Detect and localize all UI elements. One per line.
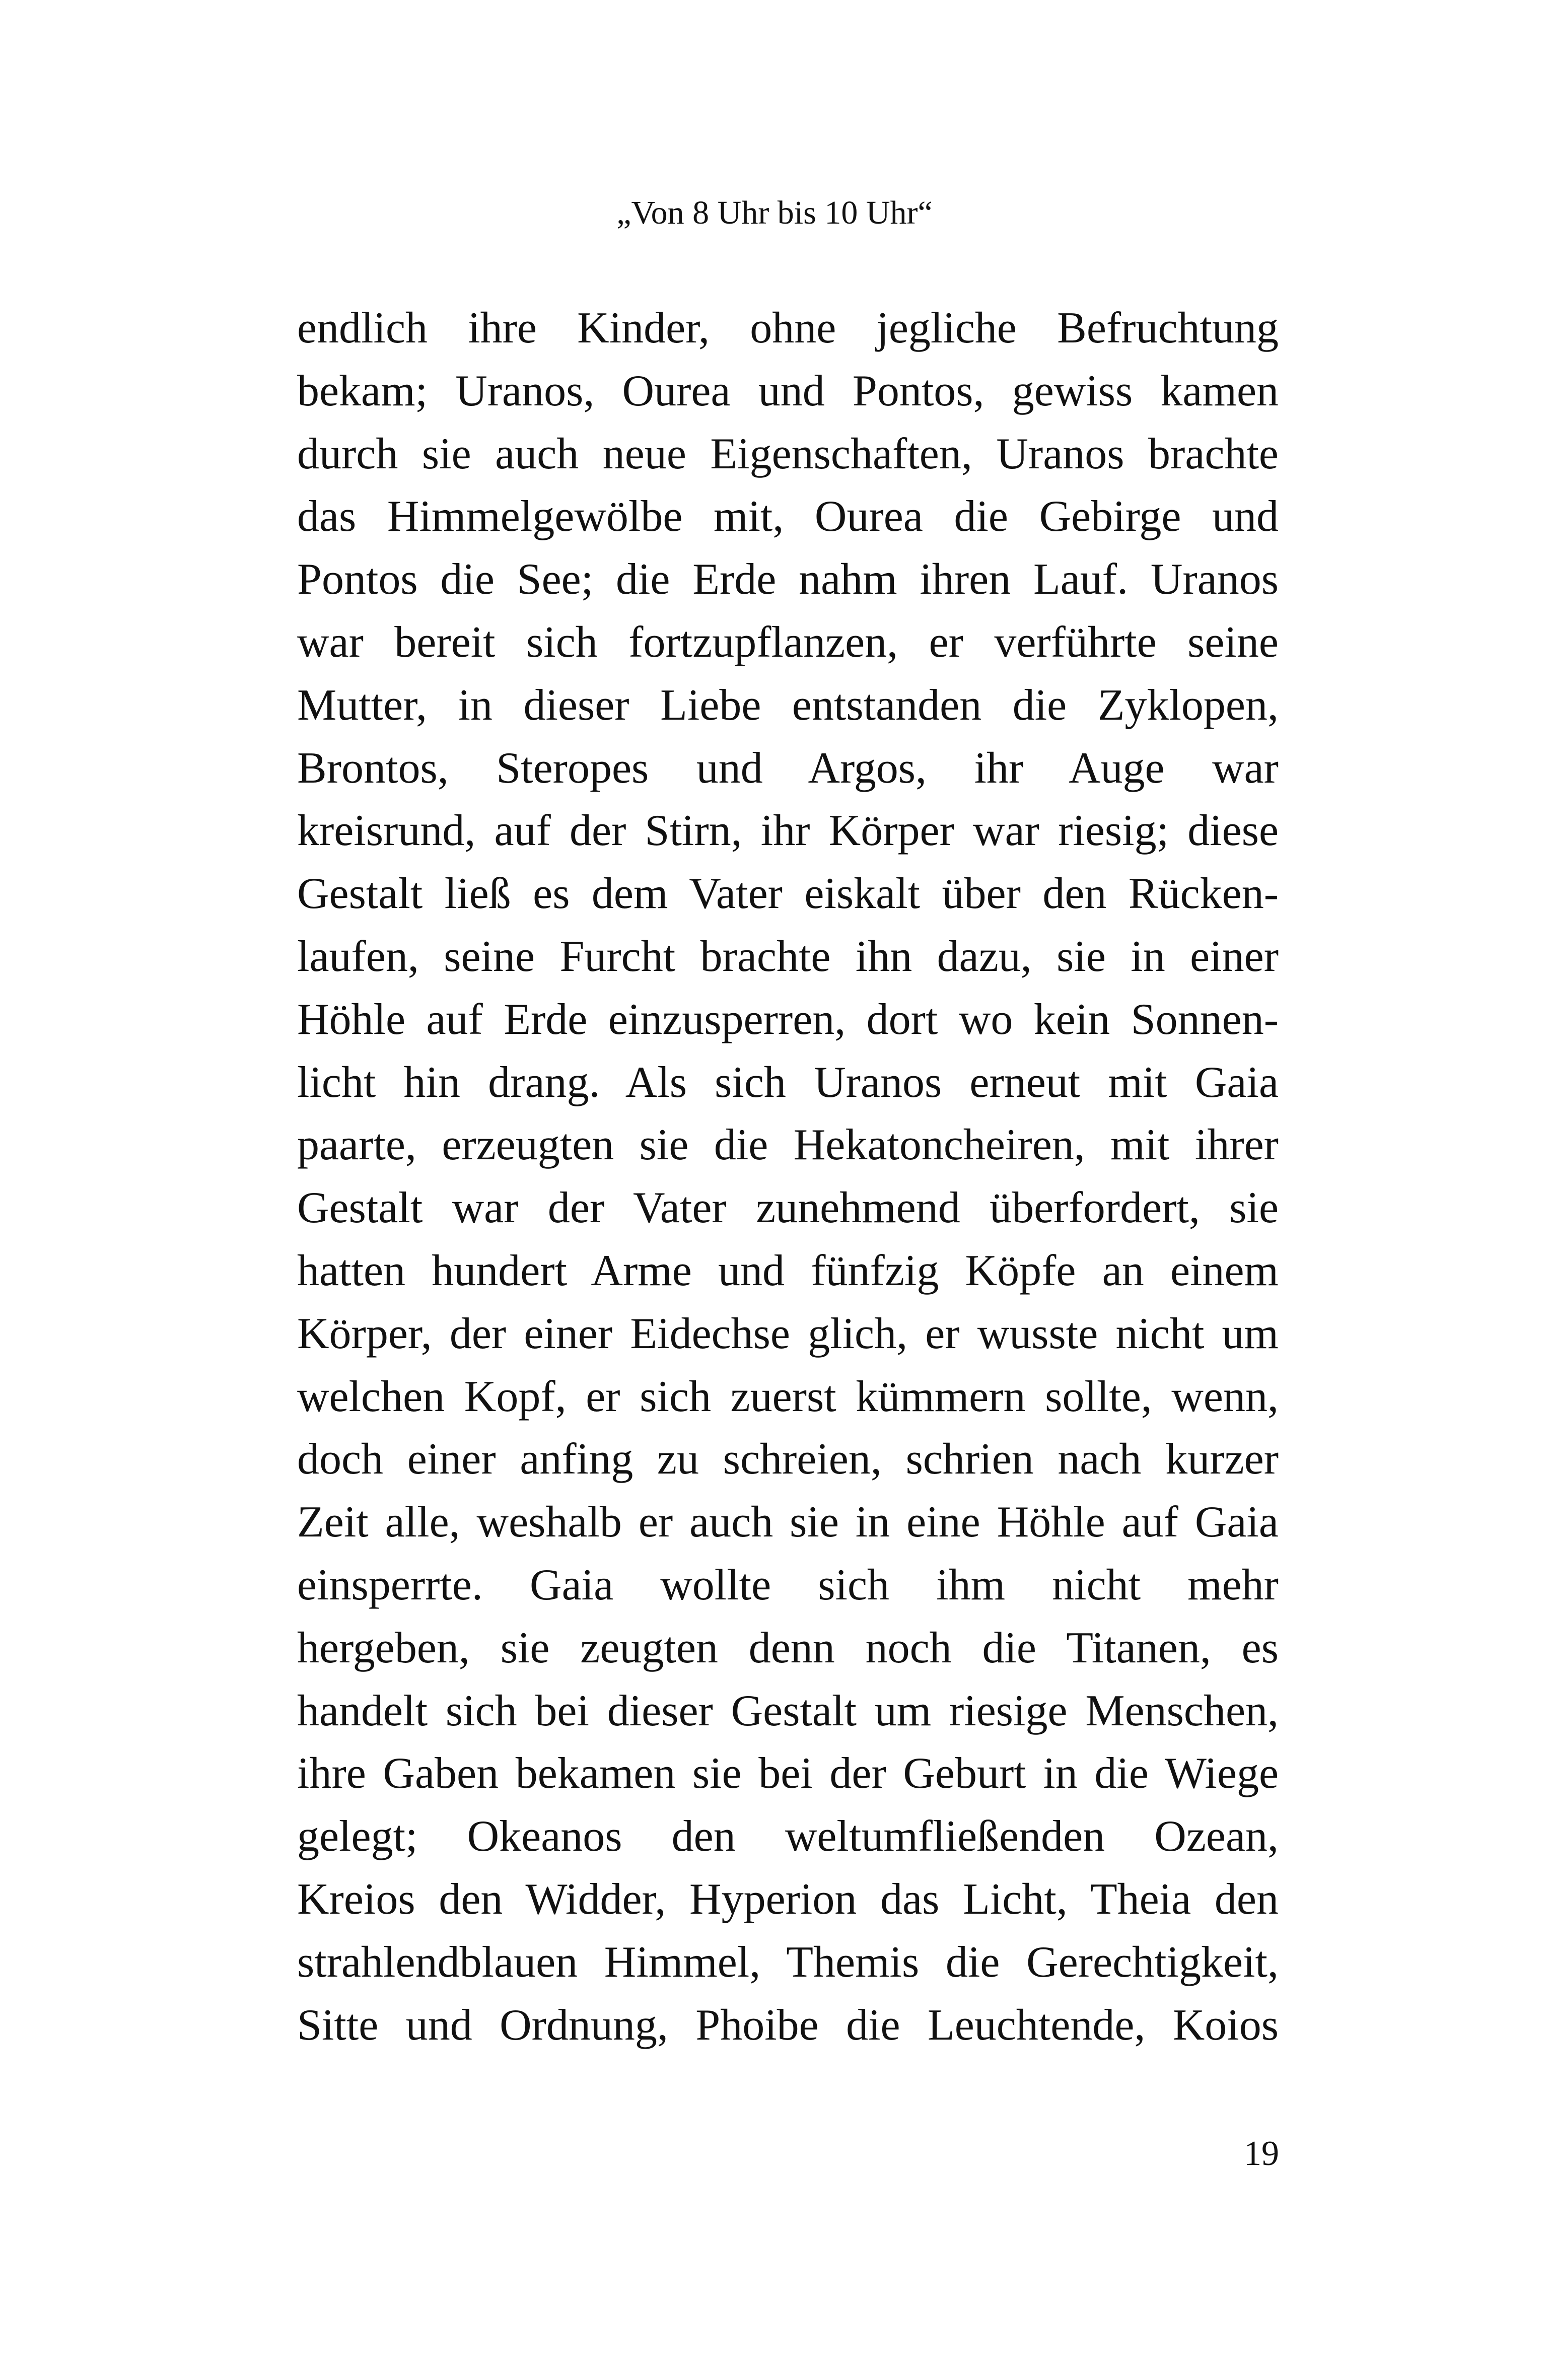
text-line: durch sie auch neue Eigenschaften, Uranos brachte	[297, 429, 1279, 478]
text-line: Pontos die See; die Erde nahm ihren Lauf. Uranos	[297, 555, 1279, 604]
text-line: hatten hundert Arme und fünfzig Köpfe an einem	[297, 1246, 1279, 1295]
page-number: 19	[1244, 2134, 1279, 2173]
text-line: laufen, seine Furcht brachte ihn dazu, sie in einer	[297, 932, 1279, 981]
text-line: war bereit sich fortzupflanzen, er verführte seine	[297, 617, 1279, 667]
text-line: handelt sich bei dieser Gestalt um riesige Menschen,	[297, 1686, 1279, 1735]
text-line: hergeben, sie zeugten denn noch die Titanen, es	[297, 1623, 1279, 1672]
text-line: kreisrund, auf der Stirn, ihr Körper war riesig; diese	[297, 806, 1279, 856]
text-line: strahlendblauen Himmel, Themis die Gerechtigkeit,	[297, 1937, 1279, 1987]
text-line: Brontos, Steropes und Argos, ihr Auge war	[297, 743, 1279, 793]
text-line: licht hin drang. Als sich Uranos erneut mit Gaia	[297, 1058, 1279, 1107]
text-line: endlich ihre Kinder, ohne jegliche Befruchtung	[297, 304, 1279, 353]
text-line: Sitte und Ordnung, Phoibe die Leuchtende, Koios	[297, 2000, 1279, 2050]
text-line: Gestalt war der Vater zunehmend überfordert, sie	[297, 1183, 1279, 1233]
text-line: ihre Gaben bekamen sie bei der Geburt in die Wiege	[297, 1749, 1279, 1798]
text-line: gelegt; Okeanos den weltumfließenden Ozean,	[297, 1812, 1279, 1861]
text-line: paarte, erzeugten sie die Hekatoncheiren, mit ihrer	[297, 1121, 1279, 1170]
text-line: doch einer anfing zu schreien, schrien nach kurzer	[297, 1435, 1279, 1484]
text-line: Körper, der einer Eidechse glich, er wusste nicht um	[297, 1309, 1279, 1358]
text-line: Mutter, in dieser Liebe entstanden die Zyklopen,	[297, 680, 1279, 730]
text-line: einsperrte. Gaia wollte sich ihm nicht mehr	[297, 1560, 1279, 1609]
text-line: Zeit alle, weshalb er auch sie in eine Höhle auf Gaia	[297, 1498, 1279, 1547]
text-line: bekam; Uranos, Ourea und Pontos, gewiss kamen	[297, 366, 1279, 415]
running-header: „Von 8 Uhr bis 10 Uhr“	[616, 194, 933, 231]
text-line: Kreios den Widder, Hyperion das Licht, Theia den	[297, 1874, 1279, 1924]
text-line: Höhle auf Erde einzusperren, dort wo kein Sonnen-	[297, 995, 1279, 1044]
body-text	[297, 297, 1279, 2057]
text-line: Gestalt ließ es dem Vater eiskalt über den Rücken-	[297, 869, 1279, 919]
text-line: das Himmelgewölbe mit, Ourea die Gebirge und	[297, 492, 1279, 541]
text-line: welchen Kopf, er sich zuerst kümmern sollte, wenn,	[297, 1372, 1279, 1421]
